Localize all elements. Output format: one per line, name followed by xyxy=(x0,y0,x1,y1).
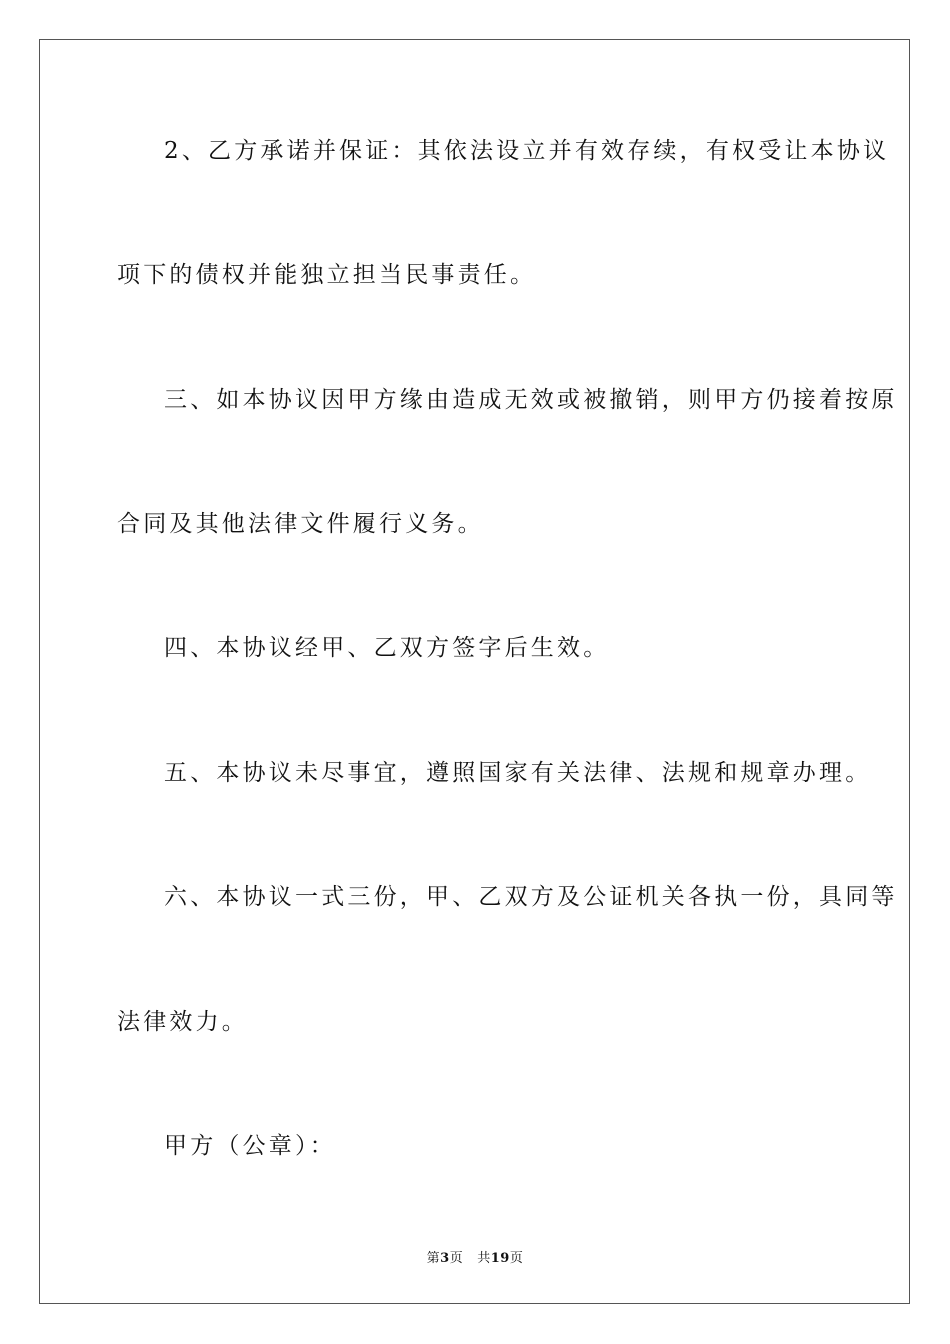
paragraph-line-6: 五、本协议未尽事宜，遵照国家有关法律、法规和规章办理。 xyxy=(164,760,872,786)
footer-page-suffix: 页 xyxy=(449,1251,464,1266)
paragraph-line-4: 合同及其他法律文件履行义务。 xyxy=(117,511,484,537)
footer-total-prefix: 共 xyxy=(477,1251,491,1266)
paragraph-line-7: 六、本协议一式三份，甲、乙双方及公证机关各执一份，具同等 xyxy=(164,884,898,910)
footer-page-current: 3 xyxy=(440,1251,450,1266)
page-border xyxy=(39,39,910,1304)
paragraph-line-1: 2、乙方承诺并保证：其依法设立并有效存续，有权受让本协议 xyxy=(164,138,890,164)
paragraph-line-3: 三、如本协议因甲方缘由造成无效或被撤销，则甲方仍接着按原 xyxy=(164,387,898,413)
paragraph-line-8: 法律效力。 xyxy=(117,1009,248,1035)
paragraph-line-2: 项下的债权并能独立担当民事责任。 xyxy=(117,262,537,288)
signature-party-a: 甲方（公章）： xyxy=(164,1133,336,1159)
footer-total-suffix: 页 xyxy=(509,1251,524,1266)
page-footer xyxy=(0,1247,950,1266)
footer-page-prefix: 第 xyxy=(426,1251,441,1266)
footer-page-total: 19 xyxy=(490,1251,510,1266)
paragraph-line-5: 四、本协议经甲、乙双方签字后生效。 xyxy=(164,635,610,661)
